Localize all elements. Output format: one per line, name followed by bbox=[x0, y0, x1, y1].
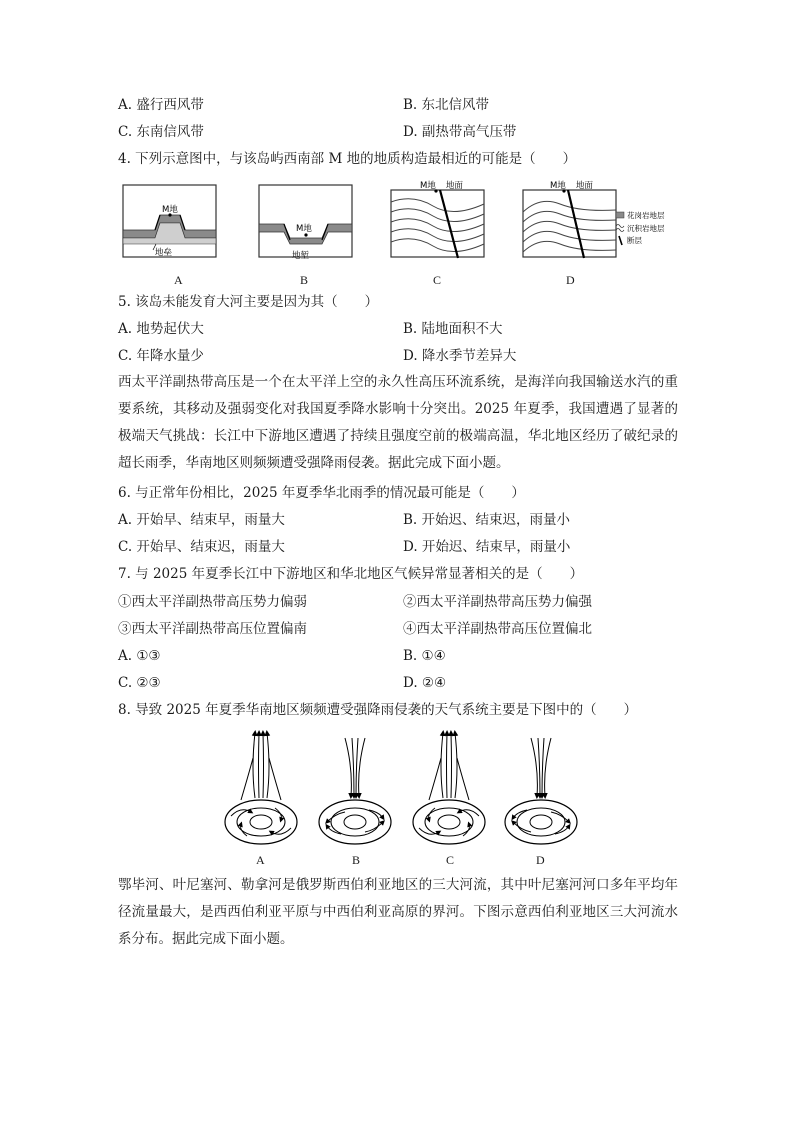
q6-stem: 6. 与正常年份相比，2025 年夏季华北雨季的情况最可能是（ ） bbox=[118, 485, 525, 501]
q8-figure-d bbox=[505, 738, 577, 844]
q4-fig-label-b: B bbox=[300, 273, 309, 287]
q7-statement-2: ②西太平洋副热带高压势力偏强 bbox=[403, 594, 592, 610]
q7-option-a: A. ①③ bbox=[118, 648, 161, 664]
fig-c-m-label: M地 bbox=[420, 181, 436, 191]
q8-fig-label-c: C bbox=[446, 853, 455, 867]
q6-option-d: D. 开始迟、结束早，雨量小 bbox=[403, 539, 571, 555]
q8-figure-a bbox=[225, 733, 297, 844]
fig-d-surface-label: 地面 bbox=[576, 181, 594, 191]
q8-figure-c bbox=[413, 733, 485, 844]
q3-option-a: A. 盛行西风带 bbox=[118, 97, 204, 113]
q8-stem: 8. 导致 2025 年夏季华南地区频频遭受强降雨侵袭的天气系统主要是下图中的（ ） bbox=[118, 702, 638, 718]
q4-figure-c bbox=[391, 180, 484, 258]
q5-option-a: A. 地势起伏大 bbox=[118, 321, 204, 337]
q8-fig-label-b: B bbox=[352, 853, 361, 867]
q8-fig-label-d: D bbox=[536, 853, 545, 867]
q7-statement-1: ①西太平洋副热带高压势力偏弱 bbox=[118, 594, 307, 610]
q3-option-b: B. 东北信风带 bbox=[403, 97, 490, 113]
legend-sedimentary: 沉积岩地层 bbox=[627, 224, 665, 233]
q8-figure-set bbox=[215, 728, 585, 858]
q4-stem: 4. 下列示意图中，与该岛屿西南部 M 地的地质构造最相近的可能是（ ） bbox=[118, 151, 577, 167]
q6-option-b: B. 开始迟、结束迟，雨量小 bbox=[403, 512, 571, 528]
fig-c-surface-label: 地面 bbox=[446, 181, 464, 191]
q8-fig-label-a: A bbox=[256, 853, 265, 867]
q3-option-c: C. 东南信风带 bbox=[118, 124, 204, 140]
fig-b-m-label: M地 bbox=[296, 224, 312, 234]
q7-option-b: B. ①④ bbox=[403, 648, 446, 664]
legend-fault: 断层 bbox=[627, 236, 642, 245]
q4-figure-a bbox=[123, 185, 216, 258]
q5-stem: 5. 该岛未能发育大河主要是因为其（ ） bbox=[118, 294, 379, 310]
q8-figure-b bbox=[319, 738, 391, 844]
passage-subtropical-high: 西太平洋副热带高压是一个在太平洋上空的永久性高压环流系统，是海洋向我国输送水汽的重要系统，其移动及强弱变化对我国夏季降水影响十分突出。2025 年夏季，我国遭遇了显著的极端天气挑战：长江中下游地区遭遇了持续且强度空前的极端高温，华北地区经历了破纪录的超长雨季，华南地区则频频遭受强降雨侵袭。据此完成下面小题。 bbox=[118, 374, 678, 471]
passage-siberian-rivers: 鄂毕河、叶尼塞河、勒拿河是俄罗斯西伯利亚地区的三大河流，其中叶尼塞河河口多年平均年径流量最大，是西西伯利亚平原与中西伯利亚高原的界河。下图示意西伯利亚地区三大河流水系分布。据此完成下面小题。 bbox=[118, 877, 678, 947]
q6-option-a: A. 开始早、结束早，雨量大 bbox=[118, 512, 285, 528]
q5-option-d: D. 降水季节差异大 bbox=[403, 348, 517, 364]
fig-a-bottom-label: 地垒 bbox=[155, 248, 173, 258]
q7-stem: 7. 与 2025 年夏季长江中下游地区和华北地区气候异常显著相关的是（ ） bbox=[118, 566, 584, 582]
q4-figure-set bbox=[120, 181, 665, 288]
q4-fig-label-d: D bbox=[566, 273, 575, 287]
q6-option-c: C. 开始早、结束迟，雨量大 bbox=[118, 539, 285, 555]
q4-figure-d bbox=[523, 180, 616, 258]
q4-figure-b bbox=[259, 185, 352, 261]
fig-d-m-label: M地 bbox=[550, 181, 566, 191]
q5-option-c: C. 年降水量少 bbox=[118, 348, 204, 364]
q7-statement-4: ④西太平洋副热带高压位置偏北 bbox=[403, 621, 592, 637]
fig-a-m-label: M地 bbox=[162, 205, 178, 215]
fig-b-bottom-label: 地堑 bbox=[292, 251, 310, 261]
q3-option-d: D. 副热带高气压带 bbox=[403, 124, 517, 140]
q5-option-b: B. 陆地面积不大 bbox=[403, 321, 503, 337]
q7-statement-3: ③西太平洋副热带高压位置偏南 bbox=[118, 621, 307, 637]
q4-fig-label-c: C bbox=[433, 273, 442, 287]
q4-legend bbox=[616, 210, 665, 245]
q4-fig-label-a: A bbox=[174, 273, 183, 287]
legend-granite: 花岗岩地层 bbox=[627, 211, 665, 220]
q7-option-c: C. ②③ bbox=[118, 675, 161, 691]
q7-option-d: D. ②④ bbox=[403, 675, 447, 691]
